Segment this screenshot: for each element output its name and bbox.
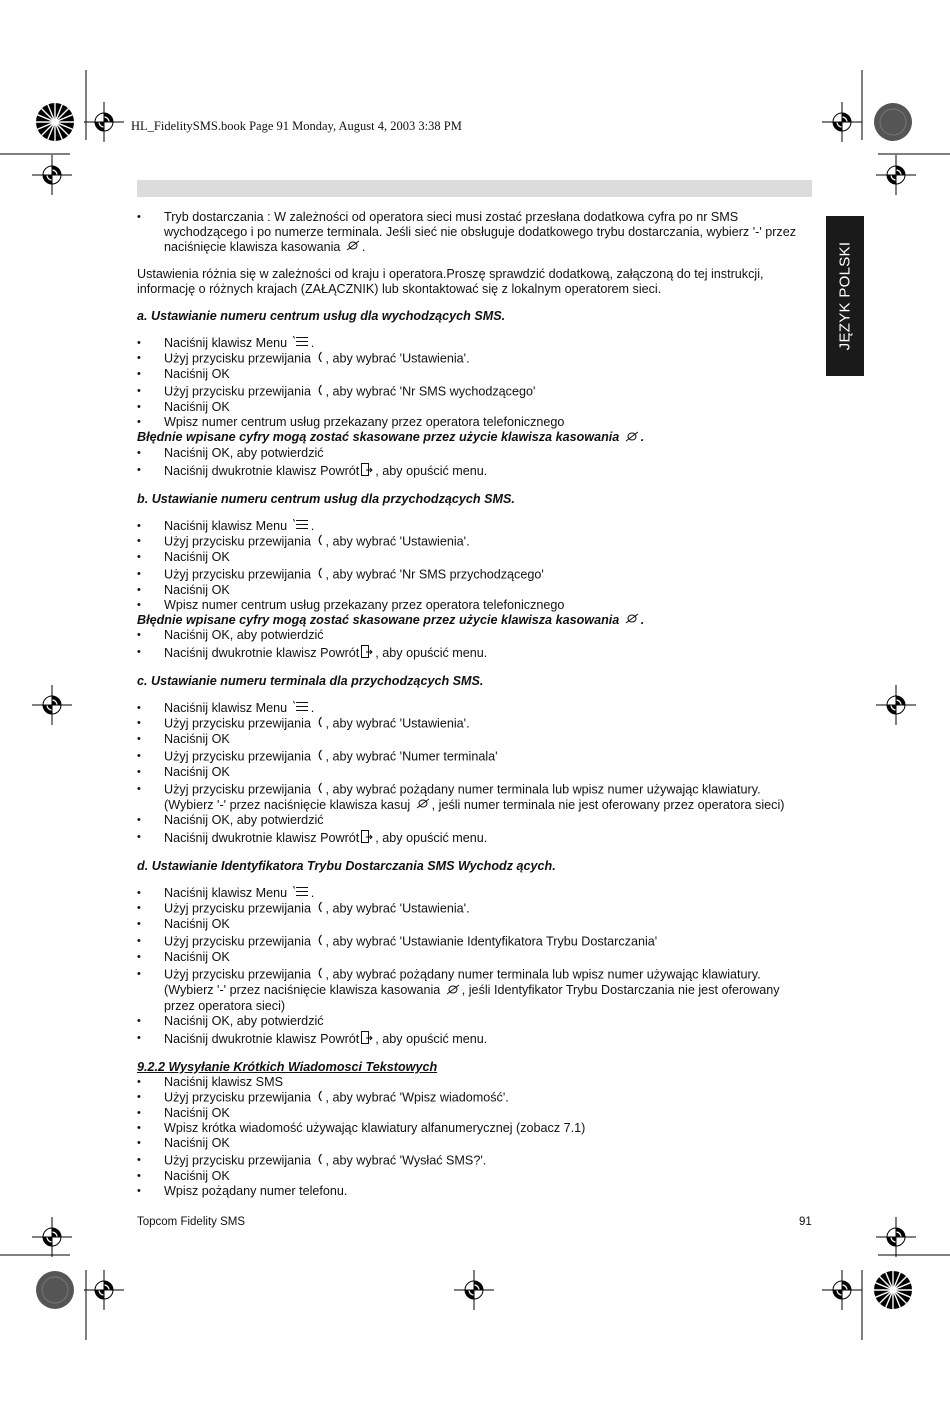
page-number: 91	[799, 1216, 812, 1228]
list-item: • Naciśnij klawisz Menu .	[137, 336, 813, 351]
list-item: • Naciśnij OK, aby potwierdzić	[137, 813, 813, 828]
menu-icon	[293, 519, 309, 534]
back-icon	[361, 830, 373, 847]
list-item: • Naciśnij OK	[137, 950, 813, 965]
list-item: • Użyj przycisku przewijania , aby wybrać pożądany numer terminala lub wpisz numer używając klawiatury. (Wybierz '-' przez naciśnięcie klawisza kasowania , jeśli Identyfikator Trybu Dostarczania nie jest oferowany przez operatora sieci)	[137, 967, 813, 1013]
list-item: • Użyj przycisku przewijania , aby wybrać 'Wysłać SMS?'.	[137, 1153, 813, 1169]
scroll-icon	[316, 967, 323, 983]
list-item: • Użyj przycisku przewijania , aby wybrać 'Ustawienia'.	[137, 716, 813, 732]
list-item: • Naciśnij OK	[137, 1169, 813, 1184]
list-item: • Naciśnij OK	[137, 765, 813, 780]
list-item: • Użyj przycisku przewijania , aby wybrać 'Ustawienia'.	[137, 901, 813, 917]
scroll-icon	[316, 1153, 323, 1169]
note: Ustawienia różnia się w zależności od kraju i operatora.Proszę sprawdzić dodatkową, załączoną do tej instrukcji, informację o różnych krajach (ZAŁĄCZNIK) lub skontaktować się z lokalnym operatorem sieci.	[137, 267, 764, 297]
scroll-icon	[316, 782, 323, 798]
clear-icon	[416, 798, 430, 813]
page-header: HL_FidelitySMS.book Page 91 Monday, August 4, 2003 3:38 PM	[131, 119, 462, 133]
list-item: • Tryb dostarczania : W zależności od operatora sieci musi zostać przesłana dodatkowa cyfra po nr SMS wychodzącego i po numerze terminala. Jeśli sieć nie obsługuje dodatkowego trybu dostarczania, wybierz '-' przez naciśnięcie klawisza kasowania .	[137, 210, 813, 255]
gray-bar	[137, 180, 812, 197]
registration-mark-icon	[876, 155, 916, 195]
menu-icon	[293, 336, 309, 351]
scroll-icon	[316, 716, 323, 732]
list-item: • Użyj przycisku przewijania , aby wybrać 'Numer terminala'	[137, 749, 813, 765]
list-item: • Wpisz krótka wiadomość używając klawiatury alfanumerycznej (zobacz 7.1)	[137, 1121, 813, 1136]
scroll-icon	[316, 567, 323, 583]
registration-mark-icon	[84, 1270, 124, 1310]
registration-mark-icon	[454, 1270, 494, 1310]
clear-icon	[625, 431, 639, 446]
section-title: 9.2.2 Wysyłanie Krótkich Wiadomosci Tekstowych	[137, 1059, 438, 1074]
list-item: • Naciśnij klawisz SMS	[137, 1075, 813, 1090]
scroll-icon	[316, 934, 323, 950]
list-item: • Wpisz numer centrum usług przekazany przez operatora telefonicznego	[137, 598, 813, 613]
footer-left: Topcom Fidelity SMS	[137, 1216, 246, 1228]
list-item: • Naciśnij dwukrotnie klawisz Powrót , aby opuścić menu.	[137, 463, 813, 480]
main-content	[137, 210, 813, 1199]
starburst-icon	[874, 1271, 912, 1309]
list-item: • Naciśnij OK	[137, 1106, 813, 1121]
list-item: • Naciśnij OK, aby potwierdzić	[137, 628, 813, 643]
list-item: • Naciśnij dwukrotnie klawisz Powrót , aby opuścić menu.	[137, 830, 813, 847]
registration-mark-icon	[822, 102, 862, 142]
scroll-icon	[316, 534, 323, 550]
scroll-icon	[316, 351, 323, 367]
warning: Błędnie wpisane cyfry mogą zostać skasowane przez użycie klawisza kasowania .	[137, 430, 645, 445]
list-item: • Naciśnij OK, aby potwierdzić	[137, 1014, 813, 1029]
list-item: • Użyj przycisku przewijania , aby wybrać 'Ustawienia'.	[137, 351, 813, 367]
list-item: • Naciśnij OK	[137, 917, 813, 932]
list-item: • Użyj przycisku przewijania , aby wybrać pożądany numer terminala lub wpisz numer używając klawiatury. (Wybierz '-' przez naciśnięcie klawisza kasuj , jeśli numer terminala nie jest oferowany przez operatora sieci)	[137, 782, 813, 813]
scroll-icon	[316, 749, 323, 765]
list-item: • Naciśnij klawisz Menu .	[137, 519, 813, 534]
list-item: • Naciśnij OK	[137, 367, 813, 382]
clear-icon	[446, 984, 460, 999]
back-icon	[361, 463, 373, 480]
scroll-icon	[316, 384, 323, 400]
list-item: • Użyj przycisku przewijania , aby wybrać 'Ustawienia'.	[137, 534, 813, 550]
list-item: • Naciśnij dwukrotnie klawisz Powrót , aby opuścić menu.	[137, 1031, 813, 1048]
section-title: d. Ustawianie Identyfikatora Trybu Dostarczania SMS Wychodz ących.	[137, 859, 556, 874]
clear-icon	[625, 613, 639, 628]
list-item: • Użyj przycisku przewijania , aby wybrać 'Ustawianie Identyfikatora Trybu Dostarczania'	[137, 934, 813, 950]
list-item: • Naciśnij dwukrotnie klawisz Powrót , aby opuścić menu.	[137, 645, 813, 662]
registration-mark-icon	[32, 155, 72, 195]
starburst-icon	[36, 103, 74, 141]
list-item: • Naciśnij klawisz Menu .	[137, 701, 813, 716]
back-icon	[361, 1031, 373, 1048]
list-item: • Użyj przycisku przewijania , aby wybrać 'Wpisz wiadomość'.	[137, 1090, 813, 1106]
list-item: • Naciśnij OK	[137, 583, 813, 598]
section-title: a. Ustawianie numeru centrum usług dla wychodzących SMS.	[137, 309, 506, 324]
scroll-icon	[316, 901, 323, 917]
registration-mark-icon	[822, 1270, 862, 1310]
list-item: • Naciśnij OK, aby potwierdzić	[137, 446, 813, 461]
gray-disc	[874, 103, 912, 141]
list-item: • Wpisz numer centrum usług przekazany przez operatora telefonicznego	[137, 415, 813, 430]
menu-icon	[293, 886, 309, 901]
gray-disc	[36, 1271, 74, 1309]
side-tab	[826, 216, 864, 376]
list-item: • Naciśnij OK	[137, 1136, 813, 1151]
menu-icon	[293, 701, 309, 716]
list-item: • Użyj przycisku przewijania , aby wybrać 'Nr SMS przychodzącego'	[137, 567, 813, 583]
list-item: • Naciśnij OK	[137, 732, 813, 747]
list-item: • Użyj przycisku przewijania , aby wybrać 'Nr SMS wychodzącego'	[137, 384, 813, 400]
list-item: • Naciśnij OK	[137, 550, 813, 565]
registration-mark-icon	[876, 685, 916, 725]
registration-mark-icon	[32, 685, 72, 725]
scroll-icon	[316, 1090, 323, 1106]
list-item: • Naciśnij klawisz Menu .	[137, 886, 813, 901]
list-item: • Naciśnij OK	[137, 400, 813, 415]
registration-mark-icon	[32, 1217, 72, 1257]
section-title: b. Ustawianie numeru centrum usług dla przychodzących SMS.	[137, 491, 515, 506]
section-title: c. Ustawianie numeru terminala dla przychodzących SMS.	[137, 673, 484, 688]
back-icon	[361, 645, 373, 662]
list-item: • Wpisz pożądany numer telefonu.	[137, 1184, 813, 1199]
registration-mark-icon	[876, 1217, 916, 1257]
clear-icon	[346, 240, 360, 255]
side-tab-label: JĘZYK POLSKI	[836, 241, 854, 351]
warning: Błędnie wpisane cyfry mogą zostać skasowane przez użycie klawisza kasowania .	[137, 612, 645, 627]
registration-mark-icon	[84, 102, 124, 142]
